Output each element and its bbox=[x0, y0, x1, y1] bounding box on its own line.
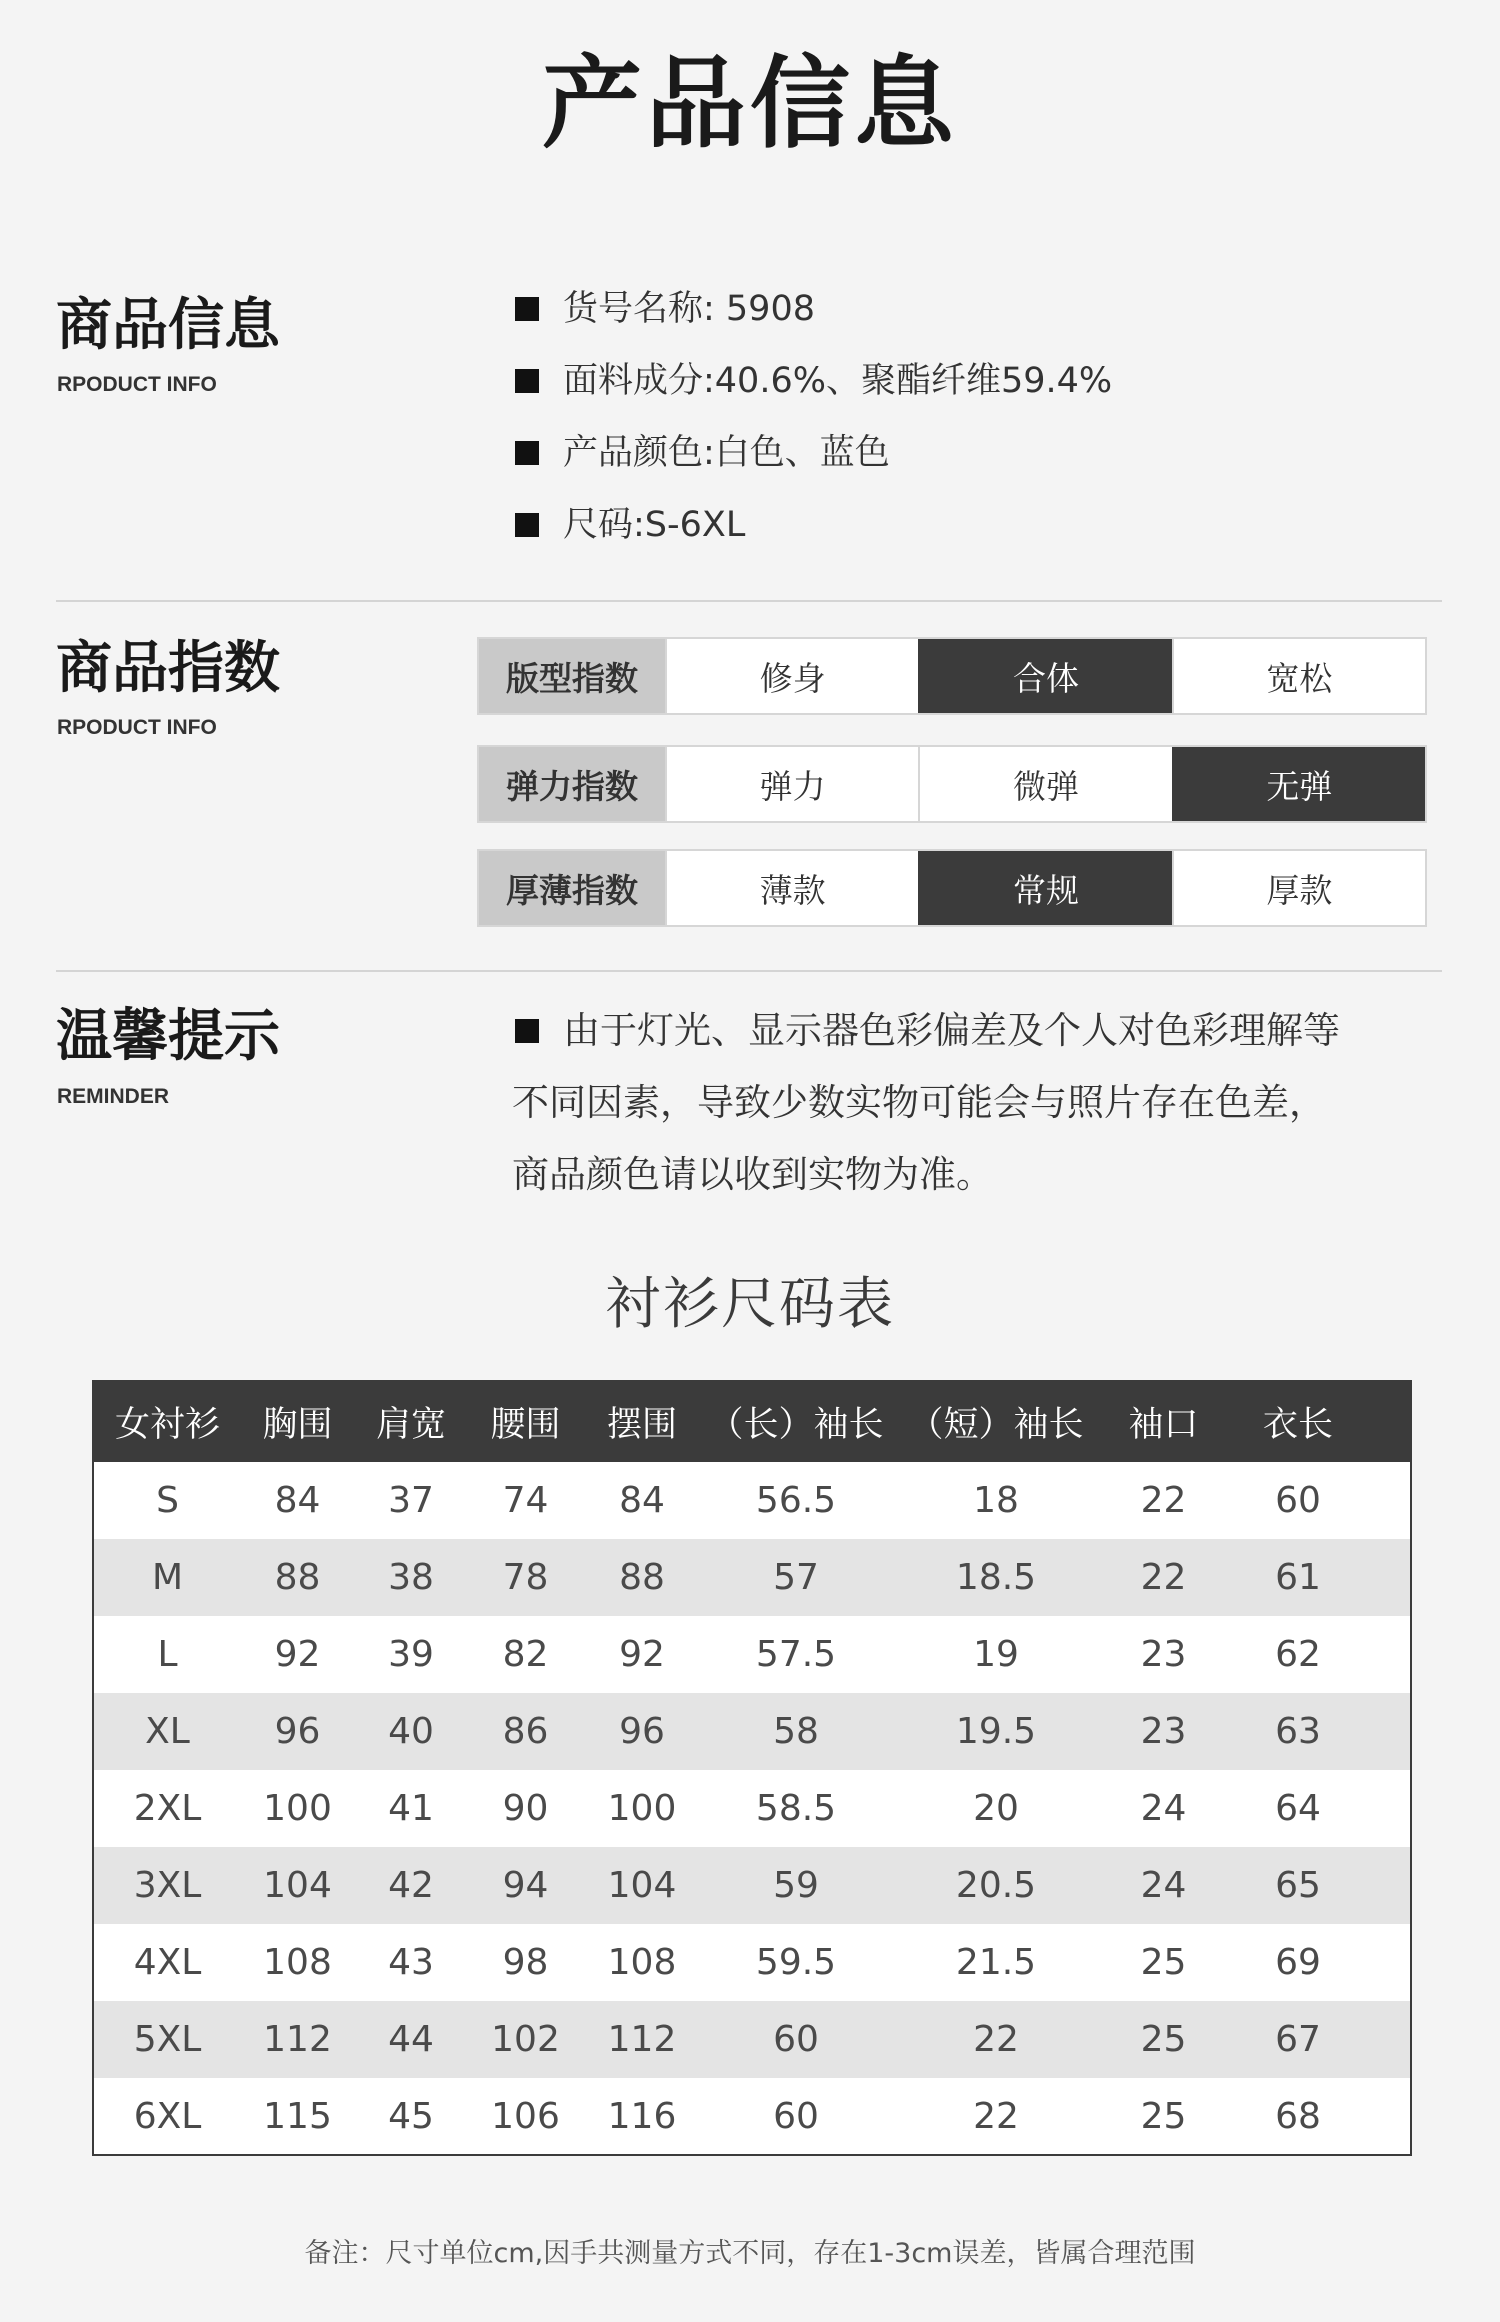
size-table-cell: 43 bbox=[388, 1942, 434, 1983]
size-table-cell: 100 bbox=[263, 1788, 332, 1829]
size-table-cell: 82 bbox=[502, 1634, 549, 1675]
size-table-header-cell: （短）袖长 bbox=[908, 1405, 1084, 1445]
bullet-square-icon bbox=[515, 1019, 539, 1043]
index-option: 弹力 bbox=[665, 747, 918, 821]
product-info-item-text: 面料成分:40.6%、聚酯纤维59.4% bbox=[563, 361, 1113, 401]
size-table-row bbox=[93, 1539, 1411, 1616]
size-table-cell: 18.5 bbox=[955, 1557, 1037, 1598]
product-info-item bbox=[515, 417, 1112, 489]
size-table-cell: 96 bbox=[619, 1711, 665, 1752]
bullet-square-icon bbox=[515, 513, 539, 537]
size-table-cell: 42 bbox=[388, 1865, 434, 1906]
size-table-cell: 25 bbox=[1140, 2095, 1187, 2137]
product-info-item-text: 货号名称: 5908 bbox=[563, 289, 815, 329]
page-title: 产品信息 bbox=[542, 45, 958, 162]
size-table-cell: 116 bbox=[607, 2095, 677, 2137]
size-table-cell: 63 bbox=[1275, 1711, 1321, 1752]
size-table-cell: XL bbox=[145, 1711, 190, 1752]
product-index-heading: 商品指数 bbox=[56, 636, 280, 701]
index-option-selected: 常规 bbox=[918, 851, 1171, 925]
size-table-cell: 41 bbox=[388, 1788, 434, 1829]
size-table-cell: 44 bbox=[388, 2019, 434, 2060]
size-table-header-cell: 摆围 bbox=[606, 1405, 677, 1445]
size-table-cell: S bbox=[156, 1480, 179, 1521]
size-table-cell: 2XL bbox=[133, 1788, 202, 1829]
index-option: 宽松 bbox=[1172, 639, 1425, 713]
size-table-row bbox=[93, 1693, 1411, 1770]
size-table-cell: 37 bbox=[388, 1480, 434, 1521]
size-table-cell: 86 bbox=[502, 1711, 549, 1752]
size-chart-note: 备注：尺寸单位cm,因手共测量方式不同，存在1-3cm误差，皆属合理范围 bbox=[304, 2238, 1196, 2269]
size-table-header-row bbox=[93, 1381, 1411, 1462]
size-table-header-cell: 胸围 bbox=[262, 1405, 333, 1445]
size-table-cell: 60 bbox=[773, 2019, 819, 2060]
size-table-cell: 104 bbox=[607, 1865, 677, 1906]
size-table-cell: 78 bbox=[502, 1557, 549, 1598]
size-table-cell: 20.5 bbox=[955, 1865, 1037, 1906]
size-table-cell: 112 bbox=[607, 2019, 677, 2060]
size-table-cell: 24 bbox=[1140, 1788, 1187, 1829]
size-table-cell: 20 bbox=[973, 1788, 1019, 1829]
size-table-cell: 84 bbox=[619, 1480, 665, 1521]
size-table-cell: 22 bbox=[1140, 1557, 1187, 1598]
size-table-cell: 92 bbox=[274, 1634, 321, 1675]
bullet-square-icon bbox=[515, 369, 539, 393]
product-info-item-text: 尺码:S-6XL bbox=[563, 505, 746, 545]
size-table-cell: 69 bbox=[1275, 1942, 1321, 1983]
size-table-cell: 22 bbox=[973, 2095, 1019, 2137]
index-option: 微弹 bbox=[918, 747, 1171, 821]
size-table-cell: 57 bbox=[773, 1557, 819, 1598]
section-divider bbox=[56, 970, 1442, 972]
size-table-cell: 58.5 bbox=[755, 1788, 837, 1829]
index-row bbox=[477, 849, 1427, 927]
size-table-cell: 65 bbox=[1275, 1865, 1321, 1906]
size-table-cell: 106 bbox=[491, 2095, 560, 2137]
size-table-cell: 19 bbox=[973, 1634, 1019, 1675]
product-info-item bbox=[515, 489, 1112, 561]
size-table-cell: 59.5 bbox=[755, 1942, 837, 1983]
reminder-line: 商品颜色请以收到实物为准。 bbox=[512, 1153, 993, 1196]
size-table-header-cell: （长）袖长 bbox=[708, 1405, 884, 1445]
size-table-cell: 88 bbox=[274, 1557, 321, 1598]
size-table-cell: 104 bbox=[263, 1865, 332, 1906]
size-table-cell: 62 bbox=[1275, 1634, 1321, 1675]
size-chart-table bbox=[92, 1380, 1412, 2156]
size-table-cell: 98 bbox=[502, 1942, 549, 1983]
product-info-list bbox=[515, 273, 1112, 561]
size-table-cell: 94 bbox=[502, 1865, 549, 1906]
size-table-cell: 102 bbox=[491, 2019, 560, 2060]
size-table-cell: 108 bbox=[607, 1942, 677, 1983]
bullet-square-icon bbox=[515, 441, 539, 465]
size-chart-title: 衬衫尺码表 bbox=[605, 1272, 895, 1337]
size-table-cell: 25 bbox=[1140, 1942, 1187, 1983]
size-table-cell: 58 bbox=[773, 1711, 819, 1752]
size-table-header-cell: 女衬衫 bbox=[114, 1405, 220, 1445]
size-table-cell: L bbox=[157, 1634, 178, 1675]
product-info-item bbox=[515, 273, 1112, 345]
size-table-cell: 112 bbox=[263, 2019, 332, 2060]
size-table-body bbox=[93, 1462, 1411, 2155]
size-table-cell: 6XL bbox=[133, 2095, 202, 2137]
size-table-cell: 25 bbox=[1140, 2019, 1187, 2060]
size-table-cell: 88 bbox=[619, 1557, 665, 1598]
product-info-item-text: 产品颜色:白色、蓝色 bbox=[563, 433, 890, 473]
size-table-cell: 56.5 bbox=[755, 1480, 837, 1521]
size-table-cell: 115 bbox=[263, 2095, 332, 2137]
size-table-cell: 57.5 bbox=[755, 1634, 837, 1675]
reminder-subheading: REMINDER bbox=[57, 1085, 170, 1108]
reminder-heading: 温馨提示 bbox=[56, 1004, 280, 1069]
index-row bbox=[477, 637, 1427, 715]
index-option: 薄款 bbox=[665, 851, 918, 925]
size-table-row bbox=[93, 2078, 1411, 2155]
size-table-cell: 100 bbox=[607, 1788, 677, 1829]
size-table-cell: 38 bbox=[388, 1557, 434, 1598]
size-table-cell: 84 bbox=[274, 1480, 321, 1521]
size-table-header-cell: 腰围 bbox=[490, 1405, 561, 1445]
size-table-cell: 19.5 bbox=[955, 1711, 1037, 1752]
size-table-cell: 61 bbox=[1275, 1557, 1321, 1598]
product-info-item bbox=[515, 345, 1112, 417]
size-table-cell: M bbox=[151, 1557, 184, 1598]
index-option-selected: 合体 bbox=[918, 639, 1171, 713]
size-table-row bbox=[93, 1770, 1411, 1847]
size-table-cell: 68 bbox=[1275, 2095, 1321, 2137]
size-table-row bbox=[93, 1924, 1411, 2001]
size-table-cell: 3XL bbox=[133, 1865, 202, 1906]
size-table-header-cell: 肩宽 bbox=[375, 1405, 446, 1445]
size-table-cell: 24 bbox=[1140, 1865, 1187, 1906]
size-table-header-cell: 袖口 bbox=[1128, 1405, 1199, 1445]
size-table-row bbox=[93, 1462, 1411, 1539]
size-table-row bbox=[93, 1847, 1411, 1924]
size-table-cell: 22 bbox=[973, 2019, 1019, 2060]
index-option: 厚款 bbox=[1172, 851, 1425, 925]
size-table-cell: 74 bbox=[502, 1480, 549, 1521]
index-row-label: 厚薄指数 bbox=[479, 851, 665, 925]
index-row-label: 弹力指数 bbox=[479, 747, 665, 821]
size-table-cell: 59 bbox=[773, 1865, 819, 1906]
bullet-square-icon bbox=[515, 297, 539, 321]
size-table-header-cell: 衣长 bbox=[1262, 1405, 1333, 1445]
size-table-cell: 60 bbox=[773, 2095, 819, 2137]
size-table-cell: 60 bbox=[1275, 1480, 1321, 1521]
reminder-line-text: 由于灯光、显示器色彩偏差及个人对色彩理解等 bbox=[563, 1009, 1340, 1052]
size-table-cell: 108 bbox=[263, 1942, 332, 1983]
reminder-line bbox=[512, 995, 1340, 1067]
size-table-cell: 96 bbox=[274, 1711, 321, 1752]
size-table-cell: 21.5 bbox=[955, 1942, 1037, 1983]
size-table-row bbox=[93, 1616, 1411, 1693]
size-table-cell: 92 bbox=[619, 1634, 665, 1675]
product-info-subheading: RPODUCT INFO bbox=[57, 373, 217, 396]
index-option-selected: 无弹 bbox=[1172, 747, 1425, 821]
size-table-row bbox=[93, 2001, 1411, 2078]
size-table-cell: 23 bbox=[1140, 1634, 1187, 1675]
size-table-cell: 45 bbox=[388, 2095, 434, 2137]
reminder-text bbox=[512, 995, 1340, 1211]
size-table-cell: 4XL bbox=[133, 1942, 202, 1983]
index-row-label: 版型指数 bbox=[479, 639, 665, 713]
section-divider bbox=[56, 600, 1442, 602]
size-table-cell: 67 bbox=[1275, 2019, 1321, 2060]
size-table-cell: 39 bbox=[388, 1634, 434, 1675]
size-table-cell: 90 bbox=[502, 1788, 549, 1829]
index-row bbox=[477, 745, 1427, 823]
size-table-cell: 23 bbox=[1140, 1711, 1187, 1752]
product-index-grid bbox=[477, 637, 1427, 927]
size-table-cell: 22 bbox=[1140, 1480, 1187, 1521]
size-table-cell: 5XL bbox=[133, 2019, 202, 2060]
reminder-line: 不同因素，导致少数实物可能会与照片存在色差， bbox=[512, 1081, 1326, 1124]
index-option: 修身 bbox=[665, 639, 918, 713]
product-info-heading: 商品信息 bbox=[56, 293, 280, 358]
size-table-cell: 40 bbox=[388, 1711, 434, 1752]
size-table-cell: 64 bbox=[1275, 1788, 1321, 1829]
product-index-subheading: RPODUCT INFO bbox=[57, 716, 217, 739]
size-table-cell: 18 bbox=[973, 1480, 1019, 1521]
